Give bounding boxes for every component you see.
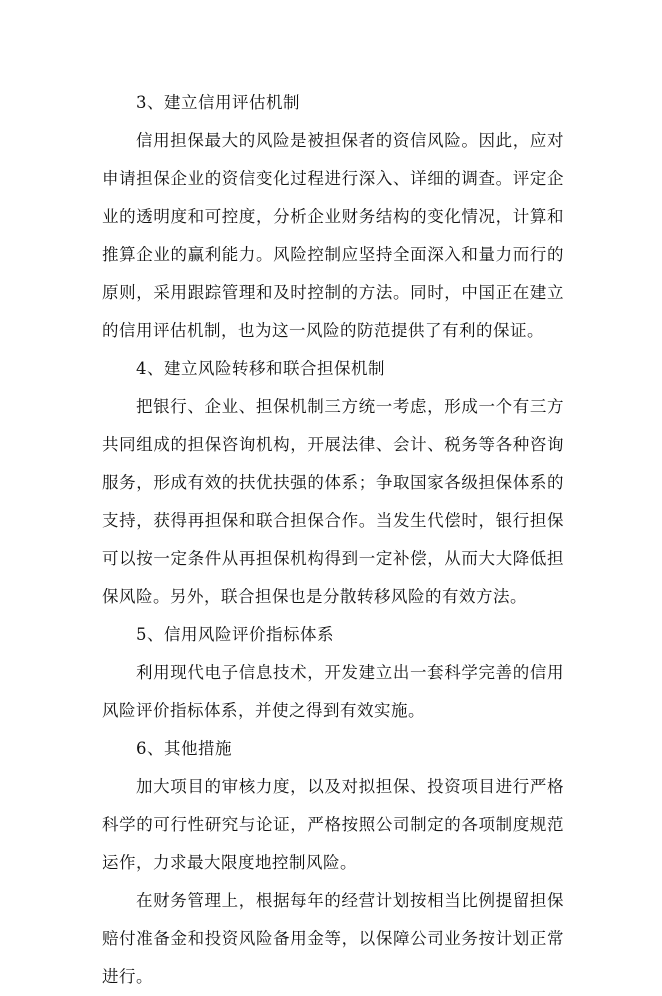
closing-paragraph: 在财务管理上，根据每年的经营计划按相当比例提留担保赔付准备金和投资风险备用金等，以保障公司业务按计划正常进行。	[102, 891, 564, 986]
section-paragraph-5: 利用现代电子信息技术，开发建立出一套科学完善的信用风险评价指标体系，并使之得到有效实施。	[102, 663, 564, 720]
section-heading-4: 4、建立风险转移和联合担保机制	[136, 359, 385, 378]
section-heading-5: 5、信用风险评价指标体系	[136, 625, 334, 644]
section-paragraph-3: 信用担保最大的风险是被担保者的资信风险。因此，应对申请担保企业的资信变化过程进行深入、详细的调查。评定企业的透明度和可控度，分析企业财务结构的变化情况，计算和推算企业的赢利能力。风险控制应坚持全面深入和量力而行的原则，采用跟踪管理和及时控制的方法。同时，中国正在建立的信用评估机制，也为这一风险的防范提供了有利的保证。	[102, 131, 564, 340]
section-paragraph-6: 加大项目的审核力度，以及对拟担保、投资项目进行严格科学的可行性研究与论证，严格按照公司制定的各项制度规范运作，力求最大限度地控制风险。	[102, 777, 564, 872]
section-heading-3: 3、建立信用评估机制	[136, 93, 300, 112]
document-body	[102, 84, 564, 996]
section-heading-6: 6、其他措施	[136, 739, 232, 758]
section-paragraph-4: 把银行、企业、担保机制三方统一考虑，形成一个有三方共同组成的担保咨询机构，开展法律、会计、税务等各种咨询服务，形成有效的扶优扶强的体系；争取国家各级担保体系的支持，获得再担保和联合担保合作。当发生代偿时，银行担保可以按一定条件从再担保机构得到一定补偿，从而大大降低担保风险。另外，联合担保也是分散转移风险的有效方法。	[102, 397, 564, 606]
